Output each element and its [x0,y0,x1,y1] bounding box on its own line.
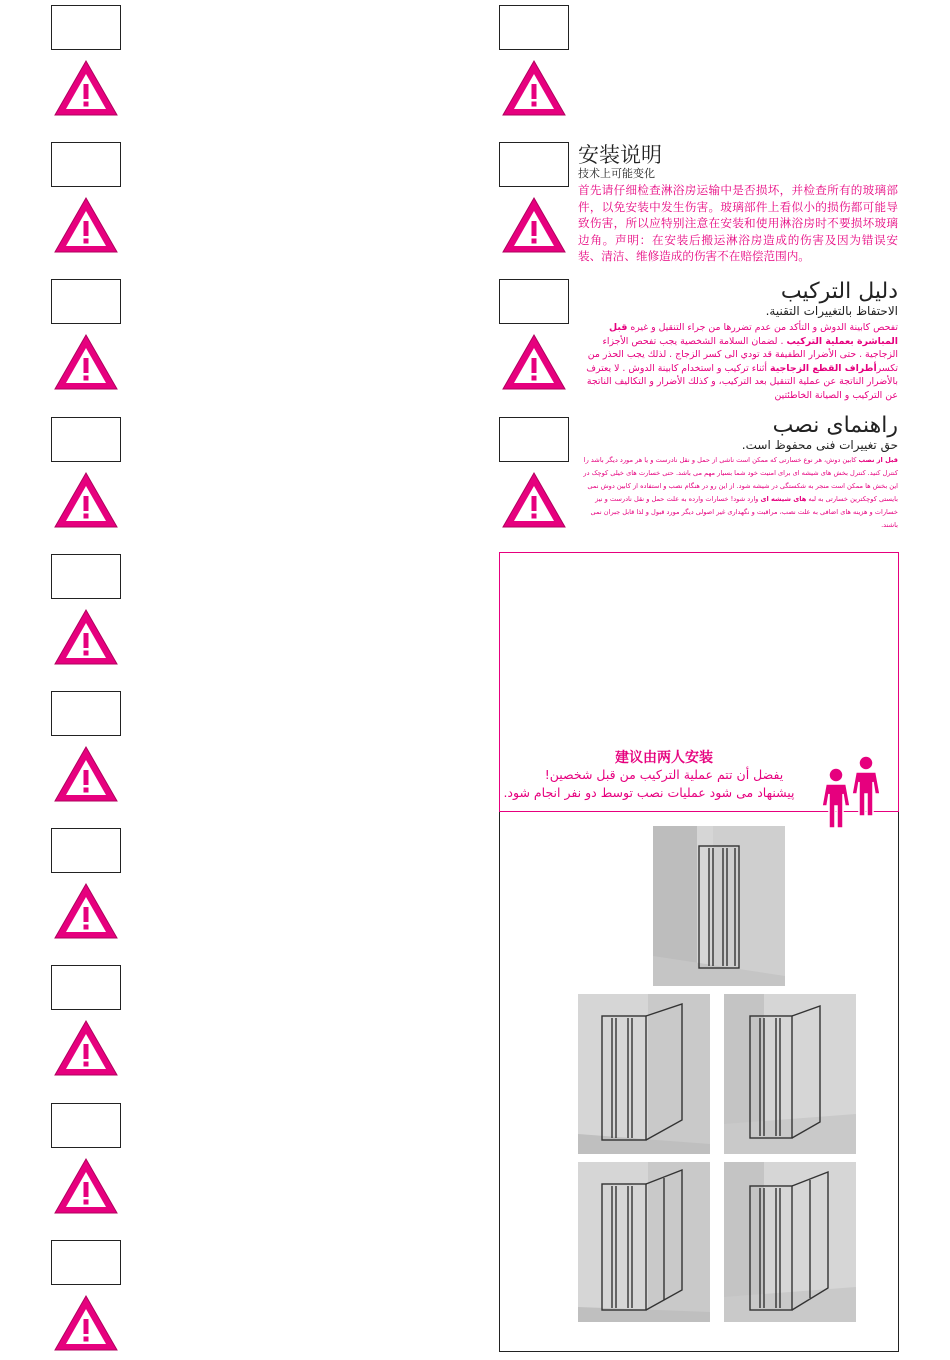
arabic-body-bold: قبل المباشرة بعملية التركيب [609,322,898,347]
language-code-box [51,1240,121,1285]
arabic-body [578,321,898,403]
language-code-box [499,417,569,462]
chinese-title: 安装说明 [578,143,662,167]
variant-square-left [578,1162,710,1322]
arabic-body-bold: أطراف القطع الزجاجية [770,362,877,374]
chinese-instructions [578,143,898,265]
two-person-notice [499,552,899,812]
chinese-body: 首先请仔细检查淋浴房运输中是否损坏，并检查所有的玻璃部件，以免安装中发生伤害。玻璃部件上看似小的损伤都可能导致伤害，所以应特别注意在安装和使用淋浴房时不要损坏玻璃边角。声明：在安装后搬运淋浴房造成的伤害及因为错误安装、清洁、维修造成的伤害不在赔偿范围内。 [578,183,898,264]
persian-body-text: وارد شود! خسارات وارده به علت حمل و نقل نادرست و نیز خسارات و هزینه های اضافی به علت نصب، مراقبت و نگهداری غیر اصولی دیگر مورد قبول و لذا قابل جبران نمی باشند. [590,495,898,529]
language-code-box [51,691,121,736]
warning-triangle-icon [53,59,119,117]
two-person-zh: 建议由两人安装 [615,750,713,766]
language-code-box [51,142,121,187]
persian-title: راهنمای نصب [772,413,898,438]
language-code-box [51,279,121,324]
warning-triangle-icon [53,745,119,803]
language-code-box [499,5,569,50]
language-code-box [51,828,121,873]
persian-body-bold: قبل از نصب [858,456,898,464]
language-code-box [51,1103,121,1148]
arabic-subtitle: الاحتفاظ بالتغييرات التقنية. [765,304,898,318]
warning-triangle-icon [53,333,119,391]
warning-triangle-icon [53,882,119,940]
warning-triangle-icon [53,1019,119,1077]
variant-niche-sliding [653,826,785,986]
variant-corner-right [724,994,856,1154]
arabic-body-text: تفحص كابينة الدوش و التأكد من عدم تضررها من جراء التنقيل و غيره [627,322,898,333]
language-code-box [51,5,121,50]
warning-triangle-icon [501,196,567,254]
language-code-box [499,279,569,324]
arabic-instructions [578,280,898,403]
persian-body-bold: های شیشه ای [760,495,807,503]
warning-triangle-icon [53,608,119,666]
language-code-box [51,965,121,1010]
persian-body-text: کابین دوش، هر نوع خسارتی که ممکن است ناشی از حمل و نقل نادرست و یا هر مورد دیگر باشد را کنترل کنید. کنترل بخش های شیشه ای برای امنیت خود شما بسیار مهم می باشد. حتی خسارت های خیلی کوچک در این بخش ها ممکن است منجر به شکستگی در شیشه شود. از این رو در هنگام نصب و استفاده از کابین دوش نمی بایستی کوچکترین خسارتی به لبه [583,456,898,503]
arabic-title: دليل التركيب [780,279,898,304]
warning-triangle-icon [53,1294,119,1352]
warning-triangle-icon [53,471,119,529]
persian-instructions [578,414,898,532]
persian-body [578,454,898,532]
warning-triangle-icon [53,196,119,254]
language-code-box [499,142,569,187]
shower-variants-panel [499,812,899,1352]
persian-subtitle: حق تغییرات فنی محفوظ است. [741,438,898,452]
language-code-box [51,417,121,462]
warning-triangle-icon [501,59,567,117]
language-code-box [51,554,121,599]
variant-corner-left [578,994,710,1154]
two-person-ar: يفضل أن تتم عملية التركيب من قبل شخصين! [544,767,784,782]
variant-square-right [724,1162,856,1322]
arabic-body-text: . لضمان السلامة الشخصية يجب تفحص الأجزاء الزجاجية . حتى الأضرار الطفيفة قد تودي الى كسر الزجاج . لذلك يجب الحذر من تكسر [587,335,898,374]
warning-triangle-icon [53,1157,119,1215]
warning-triangle-icon [501,471,567,529]
two-person-fa: پیشنهاد می شود عملیات نصب توسط دو نفر انجام شود. [503,785,795,800]
chinese-subtitle: 技术上可能变化 [578,167,655,180]
arabic-body-text: أثناء تركيب و استخدام كابينة الدوش . لا يعترف بالأضرار الناتجة عن عملية التنقيل بعد التركيب، و كذلك الأضرار و التكاليف الناتجة عن التركيب و الصيانة الخاطئتين [586,362,898,401]
warning-triangle-icon [501,333,567,391]
